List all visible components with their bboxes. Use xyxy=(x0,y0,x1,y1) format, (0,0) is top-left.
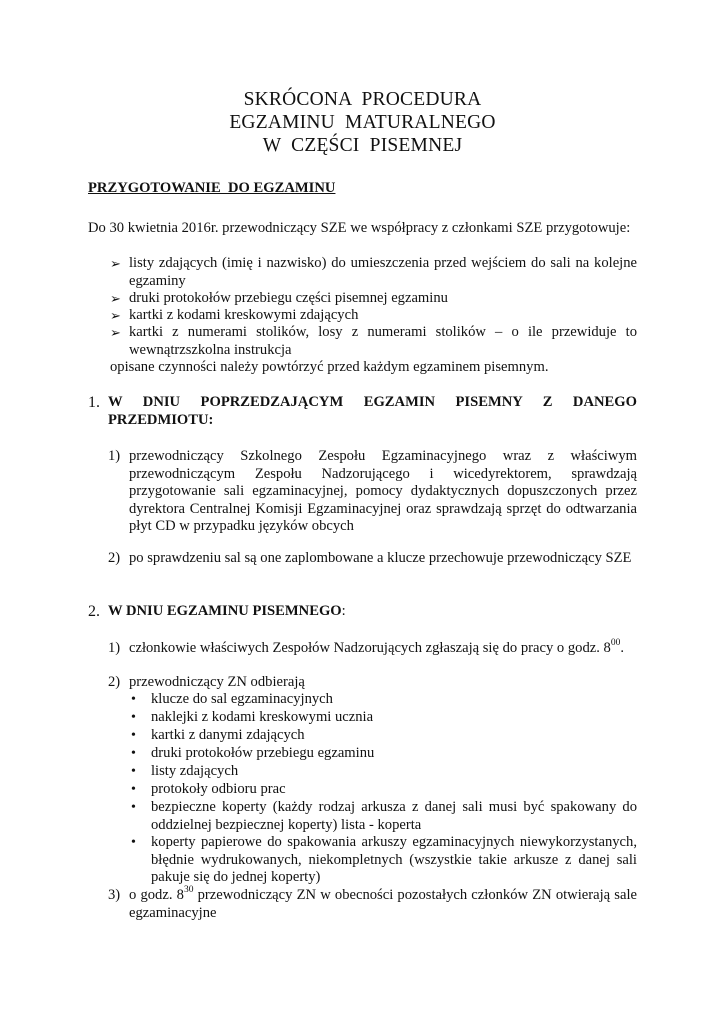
prep-intro: Do 30 kwietnia 2016r. przewodniczący SZE we współpracy z członkami SZE przygotowuje: xyxy=(88,220,631,236)
prep-item-4: kartki z numerami stolików, losy z numerami stolików – o ile przewiduje to wewnątrzszkolna instrukcja xyxy=(129,324,637,358)
prep-item-2: druki protokołów przebiegu części pisemnej egzaminu xyxy=(129,290,448,306)
section-1-heading: W DNIU POPRZEDZAJĄCYM EGZAMIN PISEMNY Z DANEGO PRZEDMIOTU: xyxy=(108,394,637,428)
bullet-dot-icon: • xyxy=(131,710,136,725)
bullet-dot-icon: • xyxy=(131,835,136,850)
bullet-dot-icon: • xyxy=(131,746,136,761)
section-2-item-1 xyxy=(129,640,637,658)
section-2-number: 2. xyxy=(88,603,100,620)
section-2-item-1-tail: . xyxy=(620,640,624,656)
section-2-heading: W DNIU EGZAMINU PISEMNEGO xyxy=(108,603,342,619)
title-line-1: SKRÓCONA PROCEDURA xyxy=(243,89,482,110)
prep-heading: PRZYGOTOWANIE DO EGZAMINU xyxy=(88,180,336,196)
bullet-item-6: protokoły odbioru prac xyxy=(151,781,286,797)
prep-item-1: listy zdających (imię i nazwisko) do umieszczenia przed wejściem do sali na kolejne egzaminy xyxy=(129,255,637,289)
section-1-number: 1. xyxy=(88,394,100,411)
section-2-item-1-text: członkowie właściwych Zespołów Nadzorujących zgłaszają się do pracy o godz. 8 xyxy=(129,640,611,656)
section-2-item-2-number: 2) xyxy=(108,674,121,690)
section-1-item-1: przewodniczący Szkolnego Zespołu Egzaminacyjnego wraz z właściwym przewodniczącym Zespołu Nadzorującego i wicedyrektorem, sprawdzają przygotowanie sali egzaminacyjnej, pomocy dydaktycznych dopuszczonych przez dyrektora Centralnej Komisji Egzaminacyjnej oraz sprawdzają sprzęt do odtwarzania płyt CD w przypadku języków obcych xyxy=(129,448,637,535)
section-1-item-2-number: 2) xyxy=(108,550,121,566)
section-2-item-3-pre: o godz. 8 xyxy=(129,887,184,903)
time-superscript: 00 xyxy=(610,638,621,649)
bullet-item-4: druki protokołów przebiegu egzaminu xyxy=(151,745,375,761)
section-2-item-3 xyxy=(129,887,637,922)
time-superscript: 30 xyxy=(183,885,194,896)
arrow-bullet-icon: ➢ xyxy=(110,308,121,323)
document-title xyxy=(0,88,725,157)
bullet-dot-icon: • xyxy=(131,692,136,707)
arrow-bullet-icon: ➢ xyxy=(110,256,121,271)
section-2-item-2: przewodniczący ZN odbierają xyxy=(129,674,305,690)
bullet-item-2: naklejki z kodami kreskowymi ucznia xyxy=(151,709,374,725)
bullet-item-3: kartki z danymi zdających xyxy=(151,727,305,743)
bullet-dot-icon: • xyxy=(131,782,136,797)
section-2-heading-line xyxy=(108,603,637,621)
prep-outro: opisane czynności należy powtórzyć przed każdym egzaminem pisemnym. xyxy=(110,359,549,375)
section-1-item-2: po sprawdzeniu sal są one zaplombowane a klucze przechowuje przewodniczący SZE xyxy=(129,550,632,566)
title-line-3: W CZĘŚCI PISEMNEJ xyxy=(262,135,463,156)
section-2-item-3-text: przewodniczący ZN w obecności pozostałych członków ZN otwierają sale egzaminacyjne xyxy=(129,887,637,921)
arrow-bullet-icon: ➢ xyxy=(110,291,121,306)
section-2-item-1-number: 1) xyxy=(108,640,121,656)
section-2-heading-colon: : xyxy=(341,603,346,619)
bullet-dot-icon: • xyxy=(131,764,136,779)
title-line-2: EGZAMINU MATURALNEGO xyxy=(229,112,496,133)
bullet-item-5: listy zdających xyxy=(151,763,239,779)
prep-item-3: kartki z kodami kreskowymi zdających xyxy=(129,307,359,323)
bullet-item-1: klucze do sal egzaminacyjnych xyxy=(151,691,333,707)
bullet-item-7: bezpieczne koperty (każdy rodzaj arkusza z danej sali musi być spakowany do oddzielnej bezpiecznej koperty) lista - koperta xyxy=(151,799,637,833)
bullet-item-8: koperty papierowe do spakowania arkuszy egzaminacyjnych niewykorzystanych, błędnie wydrukowanych, niekompletnych (wszystkie takie arkusze z danej sali pakuje się do jednej koperty) xyxy=(151,834,637,886)
section-1-item-1-number: 1) xyxy=(108,448,121,464)
arrow-bullet-icon: ➢ xyxy=(110,325,121,340)
bullet-dot-icon: • xyxy=(131,800,136,815)
section-2-item-3-number: 3) xyxy=(108,887,121,903)
bullet-dot-icon: • xyxy=(131,728,136,743)
